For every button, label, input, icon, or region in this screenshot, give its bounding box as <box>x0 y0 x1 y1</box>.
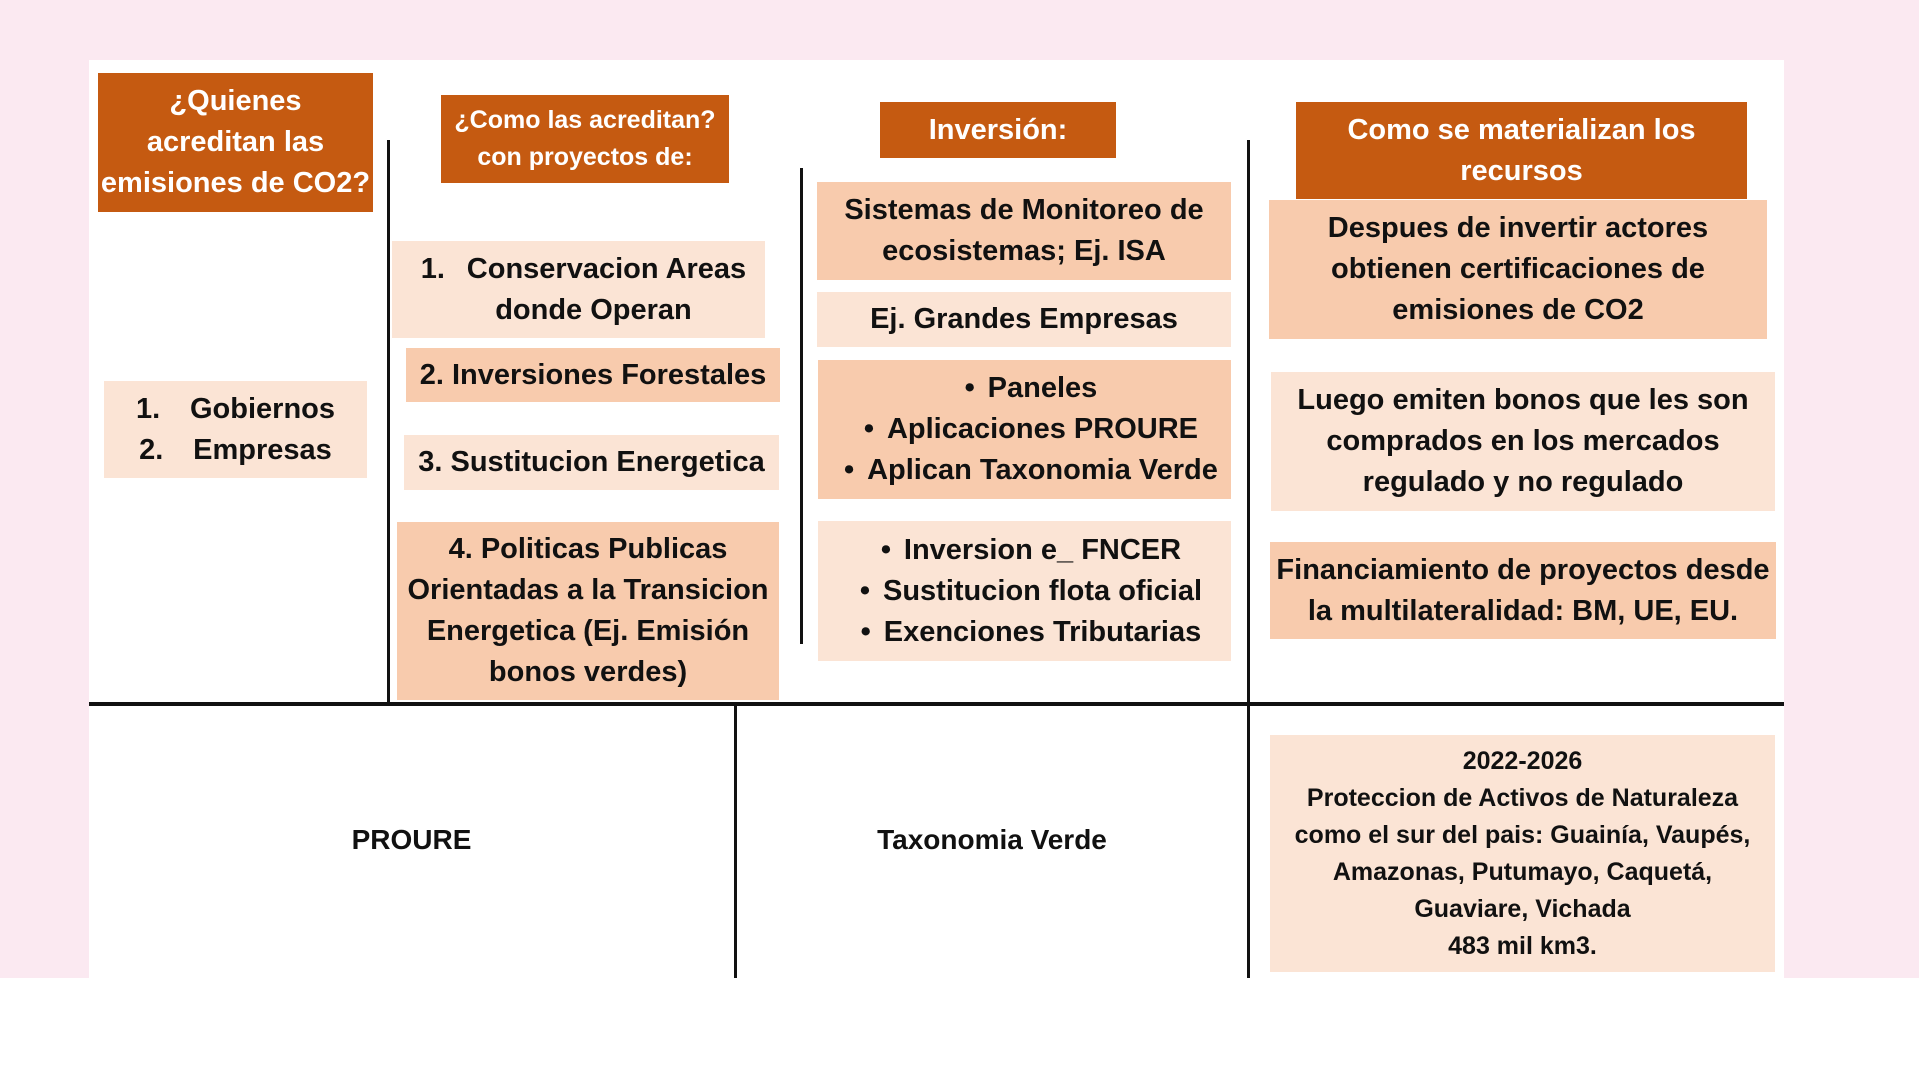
list-item <box>847 571 1202 612</box>
header-1-line-2: acreditan las <box>146 126 325 158</box>
list-item <box>847 530 1202 571</box>
bottom-proure-label: PROURE <box>351 824 472 855</box>
protection-line-2: Proteccion de Activos de Naturaleza <box>1306 783 1739 812</box>
project-public-policies <box>397 522 779 700</box>
certifications-line-3: emisiones de CO2 <box>1392 294 1644 326</box>
project-1-title: Conservacion Areas <box>466 252 747 285</box>
header-1-line-1: ¿Quienes <box>169 85 302 117</box>
bottom-taxonomy-label: Taxonomia Verde <box>877 824 1107 855</box>
project-3-text: 3. Sustitucion Energetica <box>418 446 765 478</box>
protection-line-5: Guaviare, Vichada <box>1414 894 1631 923</box>
list-item <box>136 430 335 471</box>
bullet: • <box>964 372 975 404</box>
list-number: 1. <box>135 392 161 425</box>
protection-line-3: como el sur del pais: Guainía, Vaupés, <box>1294 820 1751 849</box>
column-divider-3 <box>1247 140 1250 978</box>
project-4-line-2: Orientadas a la Transicion <box>407 574 769 606</box>
bullet: • <box>863 413 875 445</box>
header-resources <box>1296 102 1747 199</box>
list-item <box>136 389 335 430</box>
investment-list-a <box>818 360 1231 499</box>
list-item <box>847 612 1202 653</box>
companies-text: Ej. Grandes Empresas <box>870 303 1178 335</box>
accreditors-numbered-list <box>136 389 335 471</box>
monitoring-line-1: Sistemas de Monitoreo de <box>844 194 1204 226</box>
certifications-line-1: Despues de invertir actores <box>1327 212 1709 244</box>
header-who-accredits <box>98 73 373 212</box>
list-text: Aplicaciones PROURE <box>886 413 1198 445</box>
project-conservation <box>392 241 765 338</box>
bullet: • <box>859 574 871 607</box>
bullet: • <box>844 454 855 486</box>
accreditors-list <box>104 381 367 478</box>
protection-line-4: Amazonas, Putumayo, Caquetá, <box>1332 857 1713 886</box>
bullet: • <box>860 615 871 648</box>
project-1-line-2: donde Operan <box>495 293 692 326</box>
investment-list-b <box>818 521 1231 661</box>
project-1-number: 1. <box>420 252 445 285</box>
list-text: Empresas <box>193 433 332 466</box>
investment-monitoring <box>817 182 1231 280</box>
header-how-accredited <box>441 95 729 183</box>
header-4-line-1: Como se materializan los <box>1347 113 1696 146</box>
protection-period: 2022-2026 <box>1462 746 1583 775</box>
list-text: Paneles <box>987 372 1098 404</box>
header-2-line-2: con proyectos de: <box>477 143 693 171</box>
project-4-line-3: Energetica (Ej. Emisión <box>426 615 750 647</box>
certifications-line-2: obtienen certificaciones de <box>1331 253 1705 285</box>
header-4-line-2: recursos <box>1460 154 1583 187</box>
header-investment <box>880 102 1116 158</box>
project-2-text: 2. Inversiones Forestales <box>419 358 767 391</box>
list-item <box>831 368 1218 409</box>
resources-bonds <box>1271 372 1775 511</box>
header-3-text: Inversión: <box>928 113 1068 146</box>
project-energy-substitution <box>404 435 779 490</box>
investment-bullet-list-a <box>831 368 1218 491</box>
investment-companies <box>817 292 1231 347</box>
monitoring-line-2: ecosistemas; Ej. ISA <box>882 235 1166 267</box>
list-text: Gobiernos <box>189 392 335 425</box>
project-1-line-1 <box>411 249 746 290</box>
list-item <box>831 450 1218 491</box>
list-text: Inversion e_ FNCER <box>903 533 1182 566</box>
header-2-line-1: ¿Como las acreditan? <box>454 106 716 134</box>
list-text: Exenciones Tributarias <box>883 615 1202 648</box>
list-number: 2. <box>139 433 164 466</box>
bonds-line-1: Luego emiten bonos que les son <box>1297 384 1749 416</box>
column-divider-1 <box>387 140 390 705</box>
project-4-line-1: 4. Politicas Publicas <box>448 533 728 565</box>
resources-certifications <box>1269 200 1767 339</box>
list-text: Sustitucion flota oficial <box>882 574 1202 607</box>
bonds-line-3: regulado y no regulado <box>1362 466 1684 498</box>
protection-area: 483 mil km3. <box>1448 931 1597 960</box>
resources-financing <box>1270 542 1776 639</box>
bonds-line-2: comprados en los mercados <box>1326 425 1720 457</box>
bottom-protection-box <box>1270 735 1775 972</box>
bullet: • <box>880 533 891 566</box>
list-text: Aplican Taxonomia Verde <box>867 454 1218 486</box>
project-forestry <box>406 348 780 402</box>
financing-line-1: Financiamiento de proyectos desde <box>1276 553 1770 586</box>
financing-line-2: la multilateralidad: BM, UE, EU. <box>1307 594 1739 627</box>
investment-bullet-list-b <box>847 530 1202 653</box>
project-4-line-4: bonos verdes) <box>488 656 688 688</box>
header-1-line-3: emisiones de CO2? <box>100 167 371 199</box>
list-item <box>831 409 1218 450</box>
horizontal-divider <box>89 702 1784 706</box>
column-divider-2 <box>800 168 803 644</box>
